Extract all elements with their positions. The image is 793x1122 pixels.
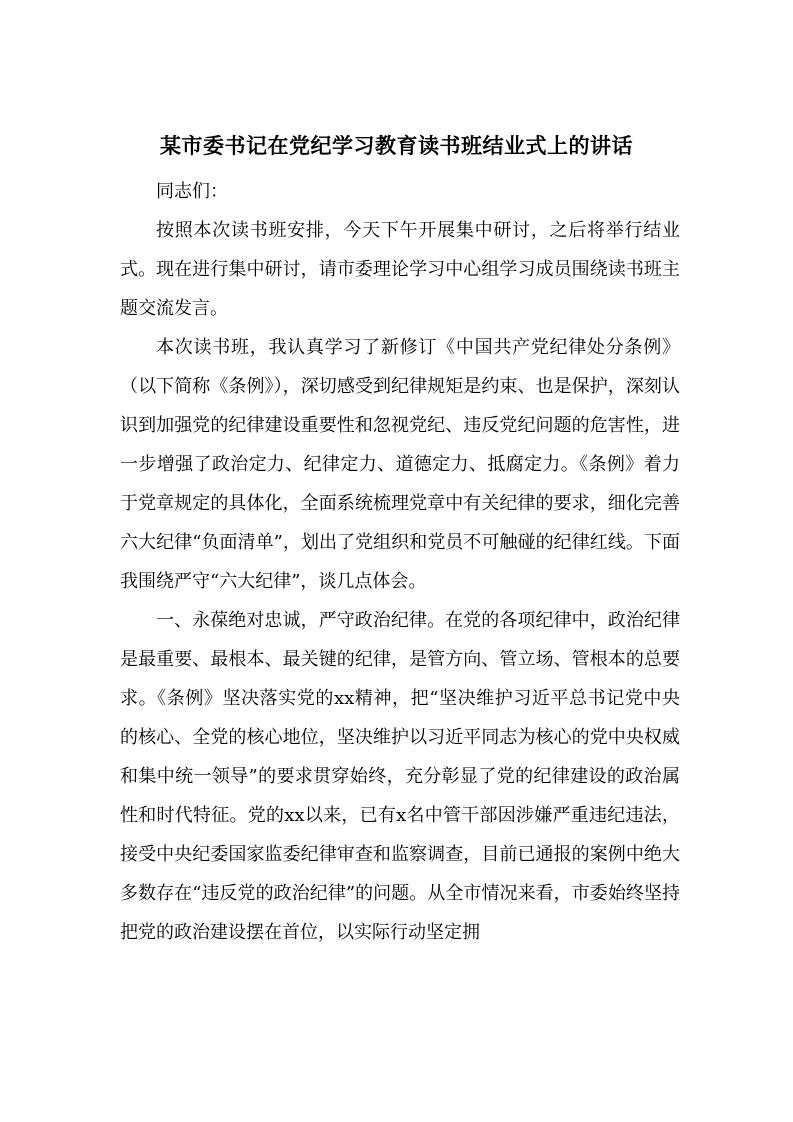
salutation: 同志们： bbox=[156, 181, 228, 202]
document-body bbox=[120, 172, 680, 952]
paragraph-intro: 按照本次读书班安排，今天下午开展集中研讨，之后将举行结业式。现在进行集中研讨，请市委理论学习中心组学习成员围绕读书班主题交流发言。 bbox=[120, 220, 680, 319]
paragraph-reading-class: 本次读书班，我认真学习了新修订《中国共产党纪律处分条例》（以下简称《条例》），深切感受到纪律规矩是约束、也是保护，深刻认识到加强党的纪律建设重要性和忽视党纪、违反党纪问题的危害性，进一步增强了政治定力、纪律定力、道德定力、抵腐定力。《条例》着力于党章规定的具体化，全面系统梳理党章中有关纪律的要求，细化完善六大纪律“负面清单”，划出了党组织和党员不可触碰的纪律红线。下面我围绕严守“六大纪律”，谈几点体会。 bbox=[120, 337, 680, 592]
paragraph-political-discipline: 一、永葆绝对忠诚，严守政治纪律。在党的各项纪律中，政治纪律是最重要、最根本、最关键的纪律，是管方向、管立场、管根本的总要求。《条例》坚决落实党的xx精神，把“坚决维护习近平总书记党中央的核心、全党的核心地位，坚决维护以习近平同志为核心的党中央权威和集中统一领导”的要求贯穿始终，充分彰显了党的纪律建设的政治属性和时代特征。党的xx以来，已有x名中管干部因涉嫌严重违纪违法，接受中央纪委国家监委纪律审查和监察调查，目前已通报的案例中绝大多数存在“违反党的政治纪律”的问题。从全市情况来看，市委始终坚持把党的政治建设摆在首位，以实际行动坚定拥 bbox=[120, 610, 680, 943]
document-title: 某市委书记在党纪学习教育读书班结业式上的讲话 bbox=[160, 133, 633, 158]
